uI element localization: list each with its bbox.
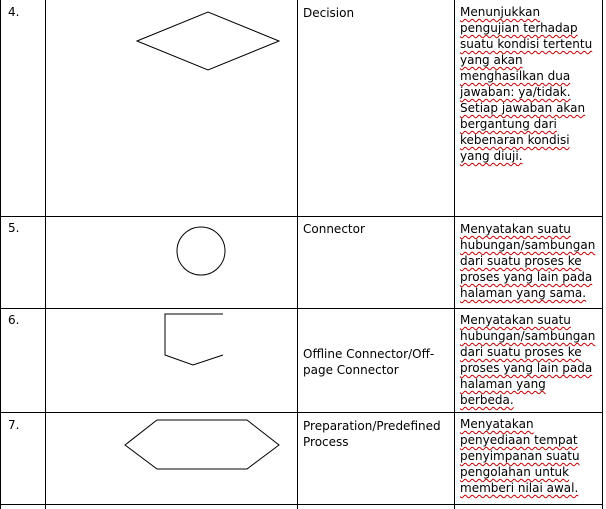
table-border-right — [602, 0, 603, 509]
column-divider — [45, 0, 46, 509]
column-divider — [297, 0, 298, 509]
symbol-name: Decision — [303, 6, 355, 20]
row-number: 7. — [8, 418, 20, 432]
row-divider — [0, 412, 603, 413]
row-number: 5. — [8, 221, 20, 235]
symbol-name: Preparation/Predefined Process — [303, 419, 441, 449]
symbol-name: Connector — [303, 222, 365, 236]
table-border-left — [0, 0, 1, 509]
description-text: Menyatakan penyediaan tempat penyimpanan suatu pengolahan untuk memberi nilai awal. — [460, 417, 580, 495]
symbol-name: Offline Connector/Off-page Connector — [303, 347, 435, 377]
symbol-description — [460, 416, 602, 496]
row-divider — [0, 504, 603, 505]
symbol-description — [460, 221, 602, 301]
description-text: Menyatakan suatu hubungan/sambungan dari suatu proses ke proses yang lain pada halaman yang berbeda. — [460, 313, 596, 407]
column-divider — [454, 0, 455, 509]
symbol-description — [460, 4, 602, 164]
hexagon-symbol-icon — [123, 418, 281, 472]
pentagon-symbol-icon — [163, 312, 227, 368]
row-divider — [0, 308, 603, 309]
diamond-symbol-icon — [135, 10, 281, 72]
description-text: Menunjukkan pengujian terhadap suatu kondisi tertentu yang akan menghasilkan dua jawaban: ya/tidak. Setiap jawaban akan bergantung dari kebenaran kondisi yang diuji. — [460, 5, 593, 163]
description-text: Menyatakan suatu hubungan/sambungan dari suatu proses ke proses yang lain pada halaman yang sama. — [460, 222, 596, 300]
symbol-description — [460, 312, 602, 408]
circle-symbol-icon — [175, 225, 227, 277]
row-number: 6. — [8, 313, 20, 327]
row-divider — [0, 216, 603, 217]
row-number: 4. — [8, 5, 20, 19]
